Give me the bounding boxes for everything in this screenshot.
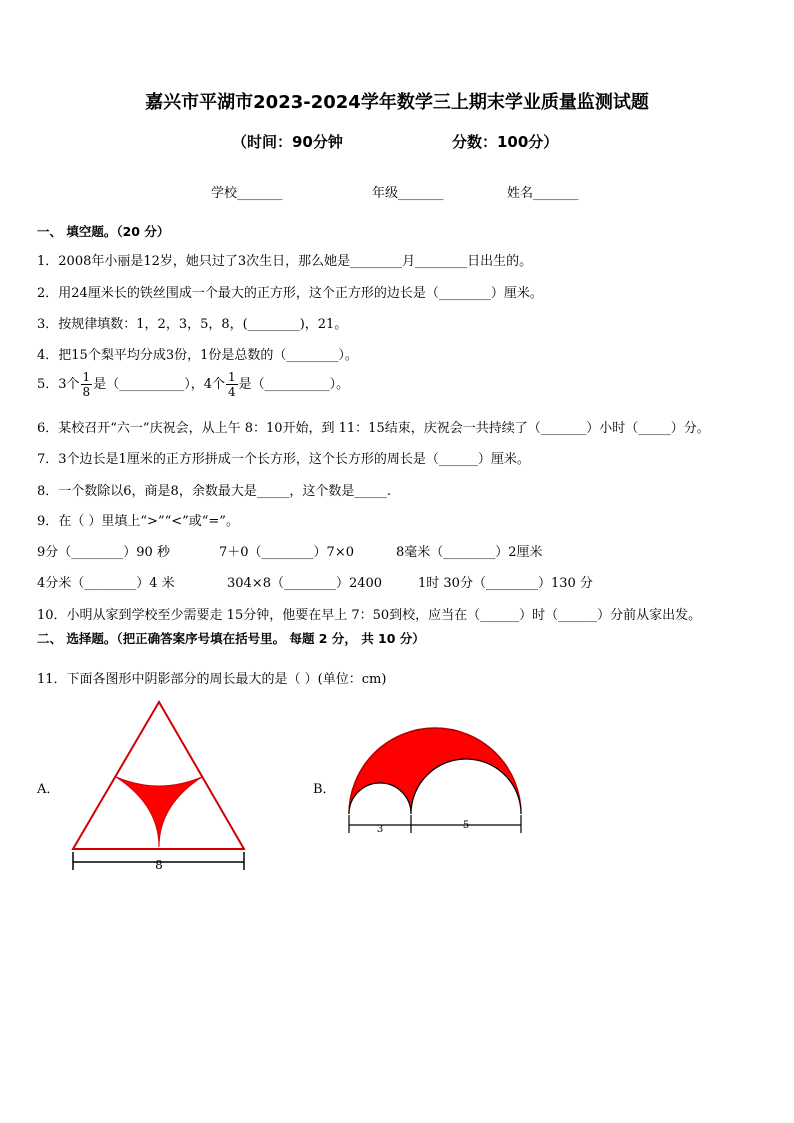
exam-time: （时间：90分钟: [232, 133, 343, 151]
question-4: 4．把15个梨平均分成3份，1份是总数的（________）。: [37, 348, 358, 363]
grade-field: 年级_______: [372, 186, 444, 201]
dimension-label: 5: [462, 820, 470, 831]
fraction-one-fourth: [226, 370, 238, 399]
fraction-denominator: 4: [227, 385, 236, 399]
section-1-heading: 一、 填空题。（20 分）: [37, 224, 170, 239]
figure-b-label: B．: [313, 782, 336, 797]
fraction-one-eighth: [81, 370, 93, 399]
question-1: 1．2008年小丽是12岁，她只过了3次生日，那么她是________月________日出生的。: [37, 254, 533, 269]
question-9: 9．在（ ）里填上“>”“<”或“=”。: [37, 514, 239, 529]
dimension-label: 8: [155, 858, 163, 872]
question-9-item: 8毫米（________）2厘米: [396, 545, 543, 560]
question-11: 11．下面各图形中阴影部分的周长最大的是（ ）(单位：cm): [37, 672, 387, 687]
school-field: 学校_______: [211, 186, 283, 201]
question-6: 6．某校召开“六一”庆祝会，从上午 8：10开始，到 11：15结束，庆祝会一共持续了（_______）小时（_____）分。: [37, 421, 710, 436]
fraction-denominator: 8: [82, 385, 91, 399]
shaded-region: [116, 777, 202, 847]
question-9-item: 304×8（________）2400: [227, 576, 383, 591]
question-9-item: 1时 30分（________）130 分: [418, 576, 593, 591]
question-10: 10．小明从家到学校至少需要走 15分钟，他要在早上 7：50到校，应当在（______）时（______）分前从家出发。: [37, 608, 702, 623]
question-5-part-a: 5．3个: [37, 377, 80, 392]
question-9-item: 9分（________）90 秒: [37, 545, 170, 560]
page-title: 嘉兴市平湖市2023-2024学年数学三上期末学业质量监测试题: [145, 92, 649, 113]
question-7: 7．3个边长是1厘米的正方形拼成一个长方形，这个长方形的周长是（______）厘米。: [37, 452, 530, 467]
section-2-heading: 二、 选择题。（把正确答案序号填在括号里。 每题 2 分， 共 10 分）: [37, 631, 425, 646]
exam-score: 分数：100分）: [452, 133, 559, 151]
question-9-item: 4分米（________）4 米: [37, 576, 175, 591]
question-9-item: 7＋0（________）7×0: [219, 545, 354, 560]
question-3: 3．按规律填数：1，2，3，5，8，(________)，21。: [37, 317, 348, 332]
fraction-numerator: 1: [227, 370, 236, 384]
question-5-part-b: 是（__________），4个: [93, 377, 225, 392]
question-8: 8．一个数除以6，商是8，余数最大是_____，这个数是_____.: [37, 484, 391, 499]
figure-b-semicircles: [340, 695, 530, 845]
fraction-numerator: 1: [82, 370, 91, 384]
question-2: 2．用24厘米长的铁丝围成一个最大的正方形，这个正方形的边长是（________）厘米。: [37, 286, 543, 301]
figure-a-triangle: [62, 695, 257, 875]
name-field: 姓名_______: [507, 186, 579, 201]
dimension-label: 3: [376, 824, 384, 835]
figure-a-label: A．: [37, 782, 60, 797]
question-5: [37, 370, 349, 399]
question-5-part-c: 是（__________）。: [238, 377, 350, 392]
